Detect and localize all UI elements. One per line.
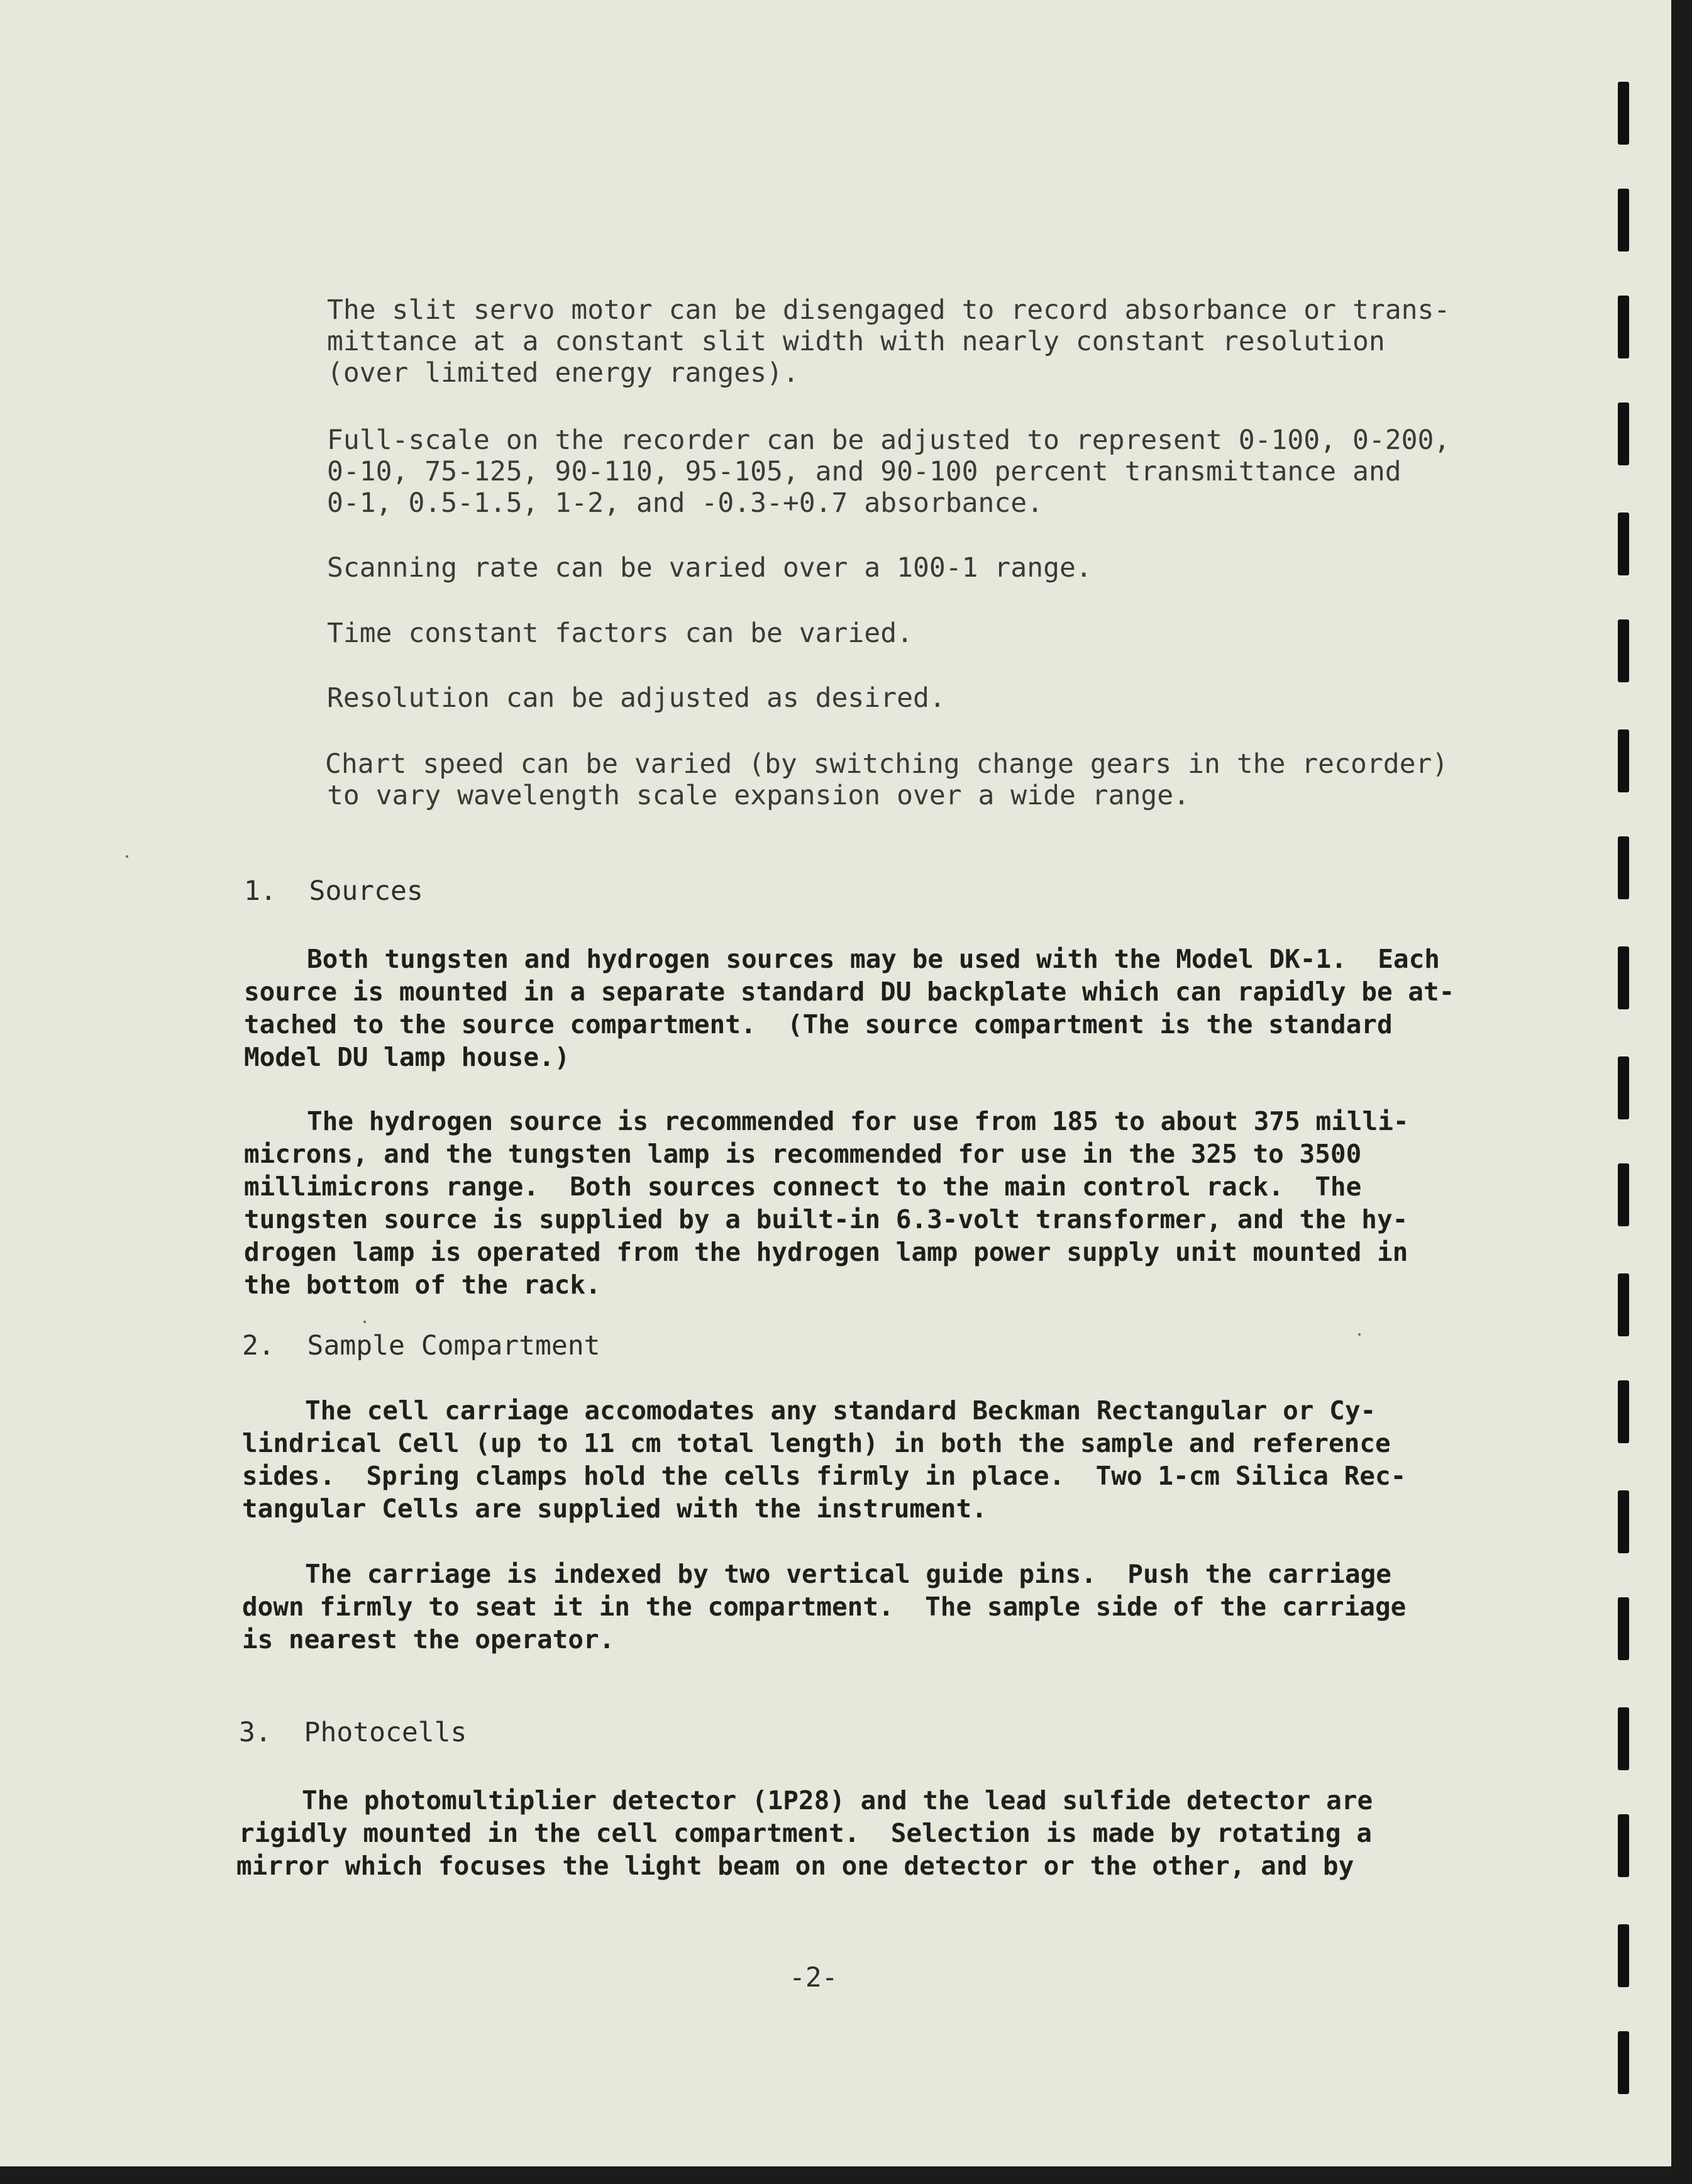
text-line: lindrical Cell (up to 11 cm total length) in both the sample and reference <box>242 1428 1391 1458</box>
binding-mark <box>1618 189 1629 252</box>
text-line: The cell carriage accomodates any standard Beckman Rectangular or Cy- <box>305 1395 1376 1426</box>
binding-mark <box>1618 836 1629 899</box>
text-line: Full-scale on the recorder can be adjusted to represent 0-100, 0-200, <box>327 424 1451 456</box>
binding-mark <box>1618 1597 1629 1660</box>
text-line: Both tungsten and hydrogen sources may be used with the Model DK-1. Each <box>307 944 1440 974</box>
text-line: 0-10, 75-125, 90-110, 95-105, and 90-100 percent transmittance and <box>327 456 1402 487</box>
text-line: (over limited energy ranges). <box>327 357 799 389</box>
binding-mark <box>1618 729 1629 792</box>
text-line: The slit servo motor can be disengaged to record absorbance or trans- <box>327 294 1451 326</box>
binding-mark <box>1618 1273 1629 1336</box>
binding-mark <box>1618 2031 1629 2094</box>
text-line: Chart speed can be varied (by switching change gears in the recorder) <box>325 748 1449 780</box>
binding-mark <box>1618 1814 1629 1877</box>
text-line: mittance at a constant slit width with nearly constant resolution <box>327 326 1385 357</box>
text-line: sides. Spring clamps hold the cells firmly in place. Two 1-cm Silica Rec- <box>242 1461 1407 1491</box>
text-line: drogen lamp is operated from the hydrogen lamp power supply unit mounted in <box>244 1237 1408 1267</box>
text-line: the bottom of the rack. <box>244 1270 601 1300</box>
text-line: microns, and the tungsten lamp is recommended for use in the 325 to 3500 <box>244 1139 1362 1169</box>
text-line: Time constant factors can be varied. <box>327 618 913 649</box>
text-line: 0-1, 0.5-1.5, 1-2, and -0.3-+0.7 absorbance. <box>327 487 1044 519</box>
text-line: is nearest the operator. <box>242 1624 615 1655</box>
page-number: -2- <box>789 1962 838 1993</box>
paper-speck <box>126 855 128 858</box>
binding-mark <box>1618 296 1629 358</box>
section-heading-photocells: 3. Photocells <box>239 1717 467 1748</box>
text-line: down firmly to seat it in the compartment. The sample side of the carriage <box>242 1592 1407 1622</box>
text-line: tungsten source is supplied by a built-in 6.3-volt transformer, and the hy- <box>244 1204 1408 1234</box>
text-line: tangular Cells are supplied with the instrument. <box>242 1494 987 1524</box>
binding-mark <box>1618 1163 1629 1226</box>
text-line: mirror which focuses the light beam on one detector or the other, and by <box>236 1851 1354 1881</box>
paper-speck <box>1358 1333 1361 1336</box>
text-line: The photomultiplier detector (1P28) and the lead sulfide detector are <box>302 1785 1373 1815</box>
binding-mark <box>1618 1380 1629 1443</box>
binding-mark <box>1618 1490 1629 1553</box>
binding-mark <box>1618 82 1629 145</box>
text-line: The hydrogen source is recommended for use from 185 to about 375 milli- <box>307 1106 1409 1136</box>
text-line: rigidly mounted in the cell compartment. Selection is made by rotating a <box>239 1818 1372 1848</box>
binding-mark <box>1618 1924 1629 1987</box>
binding-mark <box>1618 513 1629 575</box>
section-heading-sample-compartment: 2. Sample Compartment <box>242 1330 600 1361</box>
binding-mark <box>1618 619 1629 682</box>
text-line: Resolution can be adjusted as desired. <box>327 682 946 714</box>
text-line: Model DU lamp house.) <box>244 1042 570 1072</box>
binding-mark <box>1618 1707 1629 1770</box>
text-line: tached to the source compartment. (The source compartment is the standard <box>244 1009 1393 1039</box>
binding-mark <box>1618 1056 1629 1119</box>
paper-speck <box>363 1321 366 1323</box>
text-line: source is mounted in a separate standard DU backplate which can rapidly be at- <box>244 977 1455 1007</box>
text-line: millimicrons range. Both sources connect to the main control rack. The <box>244 1172 1362 1202</box>
binding-mark <box>1618 946 1629 1009</box>
binding-mark <box>1618 402 1629 465</box>
text-line: to vary wavelength scale expansion over a wide range. <box>327 780 1190 811</box>
section-heading-sources: 1. Sources <box>244 875 423 907</box>
text-line: Scanning rate can be varied over a 100-1 range. <box>327 552 1092 584</box>
text-line: The carriage is indexed by two vertical guide pins. Push the carriage <box>305 1559 1391 1589</box>
